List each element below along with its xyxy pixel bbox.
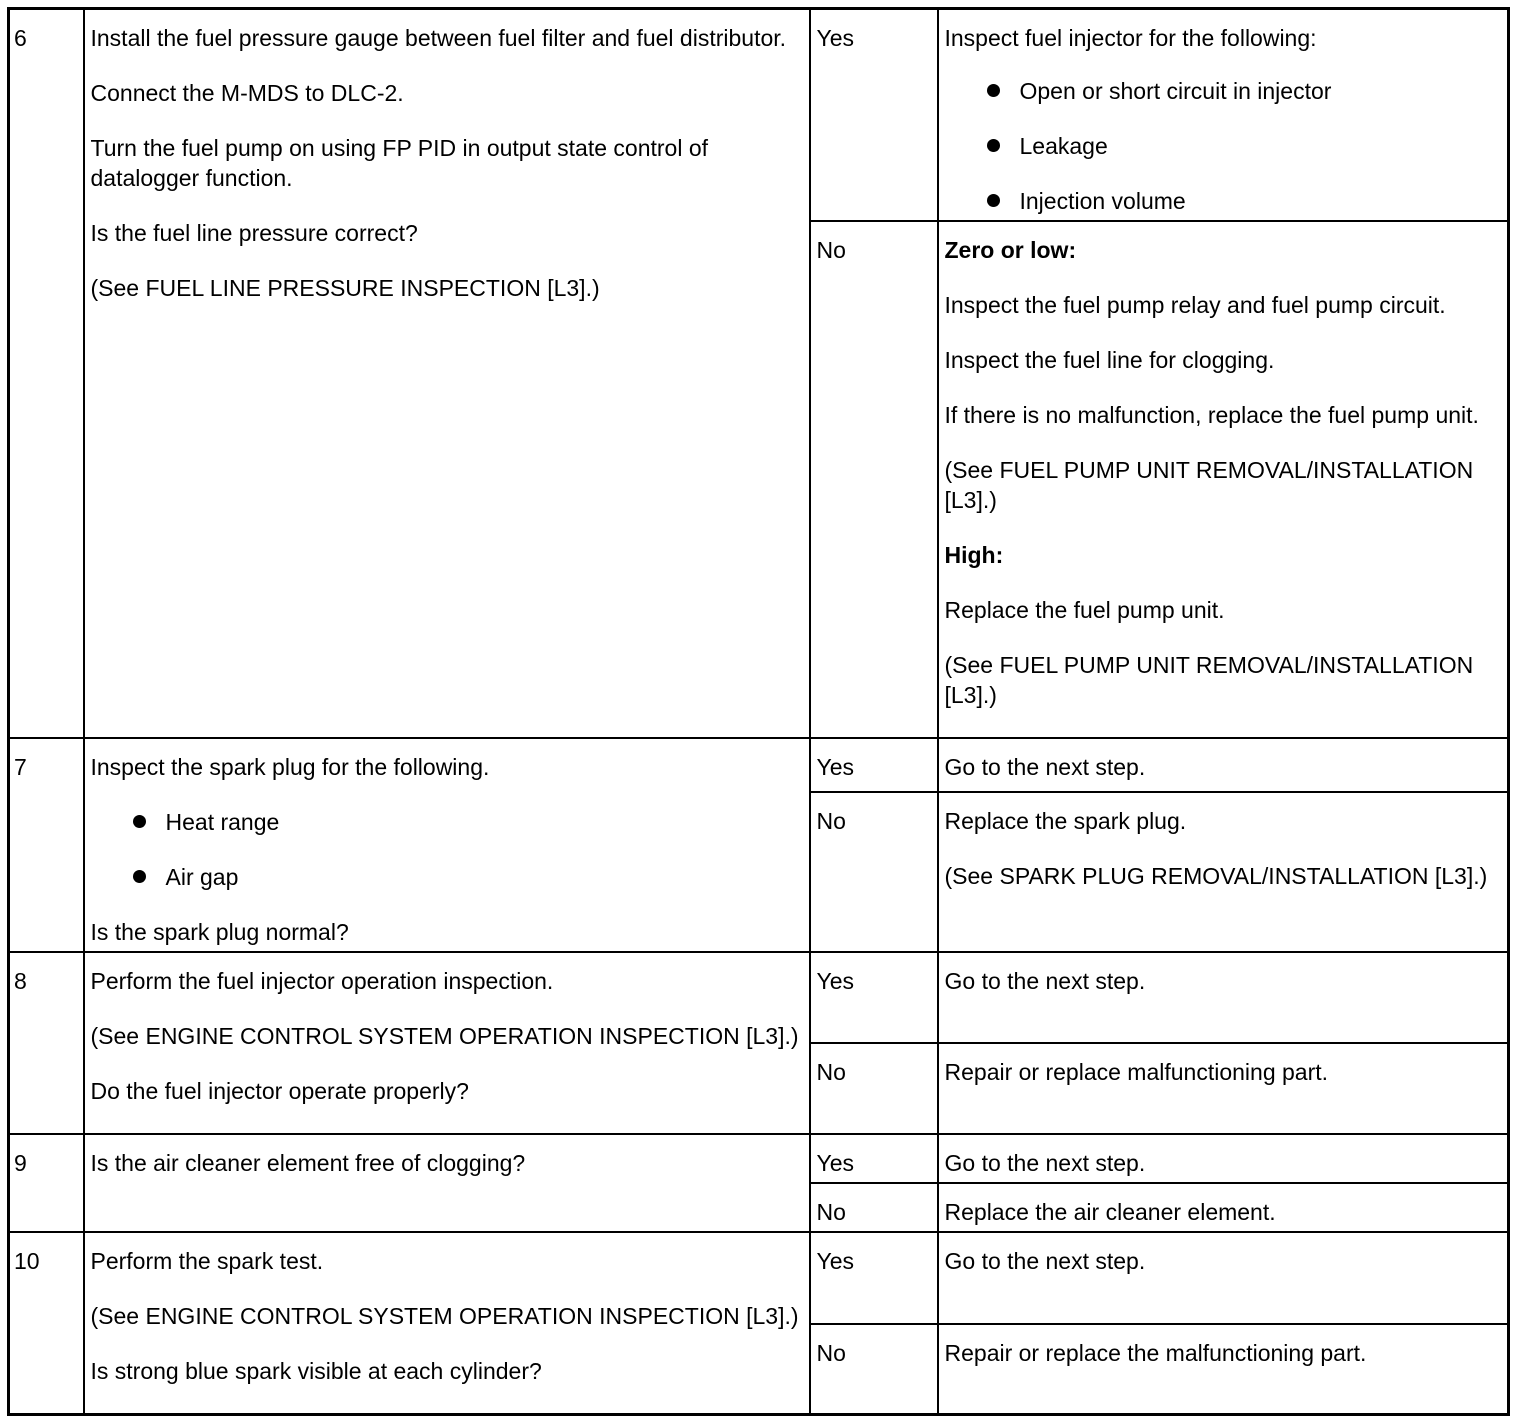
bullet-text: Open or short circuit in injector — [1019, 78, 1332, 104]
result-yes-label: Yes — [810, 952, 938, 1043]
bullet-item — [945, 76, 1502, 106]
bullet-icon — [133, 815, 146, 828]
result-yes-label: Yes — [810, 738, 938, 792]
action-text: Perform the fuel injector operation inspection. — [90, 968, 554, 994]
result-text: Inspect fuel injector for the following: — [944, 25, 1317, 51]
result-text: Inspect the fuel pump relay and fuel pump circuit. — [944, 292, 1446, 318]
result-no-label: No — [810, 1324, 938, 1414]
bullet-icon — [987, 139, 1000, 152]
step-action — [84, 1134, 810, 1232]
result-heading — [945, 540, 1502, 570]
step-6-row-yes — [9, 9, 1509, 222]
step-number: 9 — [9, 1134, 84, 1232]
result-text: Replace the spark plug. — [944, 807, 1187, 834]
action-text: Connect the M-MDS to DLC-2. — [90, 80, 404, 106]
result-yes-action: Go to the next step. — [938, 738, 1509, 792]
bullet-icon — [987, 194, 1000, 207]
action-text: Inspect the spark plug for the following. — [90, 754, 490, 780]
bullet-text: Injection volume — [1019, 188, 1186, 214]
diagnostic-table — [7, 7, 1510, 1416]
bullet-list — [945, 76, 1502, 216]
bullet-text: Leakage — [1019, 133, 1108, 159]
action-question: Is strong blue spark visible at each cylinder? — [90, 1358, 542, 1384]
action-question: Is the air cleaner element free of clogging? — [90, 1150, 526, 1176]
result-yes-action: Go to the next step. — [938, 1134, 1509, 1183]
step-number: 10 — [9, 1232, 84, 1414]
result-yes-action — [938, 9, 1509, 222]
heading-text: Zero or low: — [944, 237, 1077, 263]
action-question: Do the fuel injector operate properly? — [90, 1078, 469, 1104]
result-yes-action: Go to the next step. — [938, 952, 1509, 1043]
result-text: Replace the fuel pump unit. — [944, 597, 1225, 623]
step-8-row-yes — [9, 952, 1509, 1043]
step-10-row-yes — [9, 1232, 1509, 1324]
action-text: Perform the spark test. — [90, 1248, 324, 1274]
result-text: Inspect the fuel line for clogging. — [944, 347, 1275, 373]
result-no-action: Replace the air cleaner element. — [938, 1183, 1509, 1232]
step-number: 7 — [9, 738, 84, 952]
step-action — [84, 738, 810, 952]
action-text: Install the fuel pressure gauge between fuel filter and fuel distributor. — [90, 25, 787, 51]
step-7-row-yes — [9, 738, 1509, 792]
bullet-item — [945, 131, 1502, 161]
result-no-label: No — [810, 1183, 938, 1232]
result-yes-label: Yes — [810, 9, 938, 222]
bullet-item — [91, 862, 803, 892]
step-action — [84, 952, 810, 1134]
result-no-action: Repair or replace malfunctioning part. — [938, 1043, 1509, 1134]
result-reference: (See SPARK PLUG REMOVAL/INSTALLATION [L3].) — [944, 862, 1488, 889]
action-question: Is the spark plug normal? — [90, 919, 349, 945]
result-reference: (See FUEL PUMP UNIT REMOVAL/INSTALLATION [L3].) — [944, 457, 1474, 513]
bullet-list — [91, 807, 803, 892]
step-9-row-yes — [9, 1134, 1509, 1183]
action-reference: (See ENGINE CONTROL SYSTEM OPERATION INSPECTION [L3].) — [90, 1023, 799, 1049]
result-heading — [945, 235, 1502, 265]
step-action — [84, 1232, 810, 1414]
bullet-item — [945, 186, 1502, 216]
result-no-label: No — [810, 792, 938, 953]
result-reference: (See FUEL PUMP UNIT REMOVAL/INSTALLATION [L3].) — [944, 652, 1474, 708]
heading-text: High: — [944, 542, 1004, 568]
action-text: Turn the fuel pump on using FP PID in output state control of datalogger function. — [90, 135, 709, 191]
result-yes-label: Yes — [810, 1134, 938, 1183]
bullet-item — [91, 807, 803, 837]
result-yes-action: Go to the next step. — [938, 1232, 1509, 1324]
result-no-action — [938, 792, 1509, 953]
step-number: 6 — [9, 9, 84, 739]
bullet-icon — [987, 84, 1000, 97]
action-question: Is the fuel line pressure correct? — [90, 220, 418, 246]
step-action — [84, 9, 810, 739]
step-number: 8 — [9, 952, 84, 1134]
action-reference: (See FUEL LINE PRESSURE INSPECTION [L3].) — [90, 275, 600, 301]
result-no-label: No — [810, 221, 938, 738]
result-text: If there is no malfunction, replace the fuel pump unit. — [944, 402, 1479, 428]
bullet-text: Heat range — [165, 809, 280, 835]
result-yes-label: Yes — [810, 1232, 938, 1324]
result-no-action — [938, 221, 1509, 738]
result-no-label: No — [810, 1043, 938, 1134]
bullet-text: Air gap — [165, 864, 239, 890]
result-no-action: Repair or replace the malfunctioning part. — [938, 1324, 1509, 1414]
action-reference: (See ENGINE CONTROL SYSTEM OPERATION INSPECTION [L3].) — [90, 1303, 799, 1329]
bullet-icon — [133, 870, 146, 883]
